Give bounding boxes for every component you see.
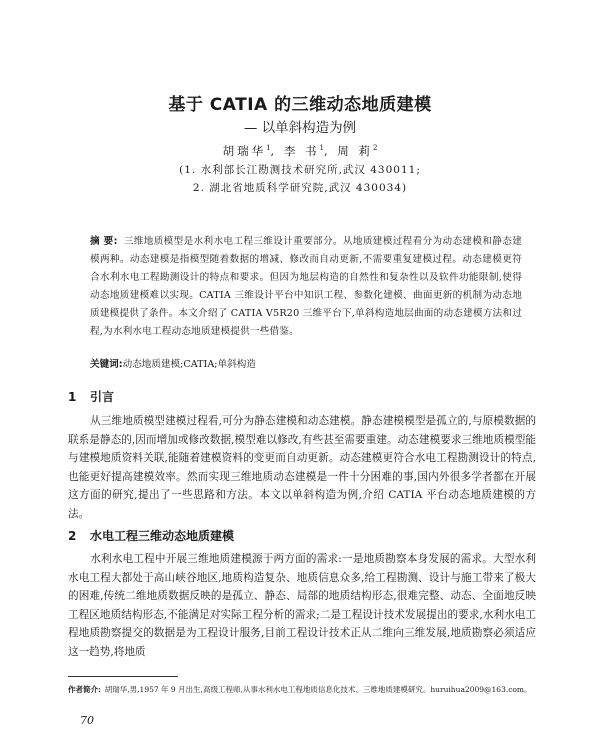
section-heading: [68, 388, 114, 405]
author-name: 李 书: [283, 144, 320, 158]
affiliation-2: 2. 湖北省地质科学研究院,武汉 430034): [192, 182, 408, 194]
author-affil-mark: 1: [319, 144, 324, 153]
paragraph-text: 从三维地质模型建模过程看,可分为静态建模和动态建模。静态建模模型是孤立的,与原模数据的联系是静态的,因而增加或修改数据,模型难以修改,有些甚至需要重建。动态建模要求三维地质模型能与建模地质资料关联,能随着建模资料的变更而自动更新。动态建模更符合水电工程勘测设计的特点,也能更好提高建模效率。然而实现三维地质动态建模是一件十分困难的事,国内外很多学者都在开展这方面的研究,提出了一些思路和方法。本文以单斜构造为例,介绍 CATIA 平台动态地质建模的方法。: [68, 415, 536, 520]
affiliation-1: (1. 水利部长江勘测技术研究所,武汉 430011;: [179, 164, 421, 176]
author-name: 胡瑞华: [222, 144, 267, 158]
author-name: 周 莉: [337, 144, 373, 158]
keywords-text: 动态地质建模;CATIA;单斜构造: [122, 359, 256, 370]
keywords: [90, 356, 522, 370]
author-affil-mark: 2: [372, 144, 378, 153]
paper-subtitle: — 以单斜构造为例: [243, 120, 357, 136]
section-body: [68, 412, 536, 523]
footnote-text: 胡瑞华,男,1957 年 9 月出生,高级工程师,从事水利水电工程地质信息化技术、三维地质建模研究。huruihua2009@163.com。: [104, 685, 532, 694]
keywords-label: 关键词:: [90, 359, 123, 370]
section-heading: [68, 527, 234, 544]
abstract-text: 三维地质模型是水利水电工程三维设计重要部分。从地质建模过程看分为动态建模和静态建模两种。动态建模是指模型随着数据的增减、修改而自动更新,不需要重复建模过程。动态建模更符合水利水电工程勘测设计的特点和要求。但因为地层构造的自然性和复杂性以及软件功能限制,使得动态地质建模难以实现。CATIA 三维设计平台中知识工程、参数化建模、曲面更新的机制为动态地质建模提供了条件。本文介绍了 CATIA V5R20 三维平台下,单斜构造地层曲面的动态建模方法和过程,为水利水电工程动态地质建模提供一些借鉴。: [90, 236, 523, 337]
paragraph-text: 水利水电工程中开展三维地质建模源于两方面的需求:一是地质勘察本身发展的需求。大型水利水电工程大都处于高山峡谷地区,地质构造复杂、地质信息众多,给工程勘测、设计与施工带来了极大的困难,传统二维地质数据反映的是孤立、静态、局部的地质结构形态,很难完整、动态、全面地反映工程区地质结构形态,不能满足对实际工程分析的需求;二是工程设计技术发展提出的要求,水利水电工程地质勘察提交的数据是为工程设计服务,目前工程设计技术正从二维向三维发展,地质勘察必须适应这一趋势,将地质: [68, 553, 536, 658]
author-list: 胡瑞华$^1$, 李 书$^1$, 周 莉$^2$: [222, 144, 378, 158]
footnote-label: 作者简介:: [68, 685, 101, 694]
author-affil-mark: 1: [266, 144, 271, 153]
abstract-label: 摘 要:: [90, 236, 118, 247]
paper-title: 基于 CATIA 的三维动态地质建模: [168, 95, 432, 115]
page-number: 70: [80, 714, 94, 727]
section-title: 引言: [90, 390, 115, 404]
author-footnote: [68, 683, 538, 696]
section-number: 2: [68, 529, 77, 543]
abstract: [90, 233, 522, 341]
section-number: 1: [68, 390, 77, 404]
section-title: 水电工程三维动态地质建模: [90, 529, 235, 543]
footnote-rule: [68, 676, 178, 677]
section-body: [68, 550, 536, 661]
